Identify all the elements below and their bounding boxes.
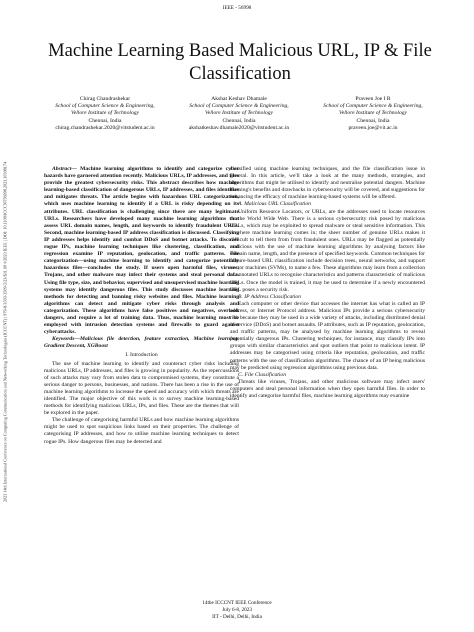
section-heading-introduction: I. Introduction — [125, 352, 158, 359]
author-dept: School of Computer Science & Engineering, — [323, 103, 423, 110]
subsection-heading-url: A. Malicious URL Classification — [238, 201, 311, 208]
right-column — [230, 166, 425, 400]
abstract-lead: Abstract— — [52, 166, 77, 172]
author-2 — [172, 96, 306, 132]
author-name: Chirag Chandrashekar — [79, 96, 131, 102]
abstract-text: Machine learning algorithms to identify and categorize cyber hazards have garnered attention recently. Malicious URLs, IP addresses, and files provide the greatest cybersecurity risks. This abstract describes how machine learning-based classification of dangerous URLs, IP addresses, and files identifies and mitigates threats. The article begins with hazardous URL categorization, which uses machine learning to identify if a URL is risky depending on its attributes. URL classification is challenging since there are many legitimate URLs. Researchers have developed many machine learning algorithms that assess URL domain names, length, and keywords to identify fraudulent URLs. Second, machine learning-based IP address classification is discussed. Classifying IP addresses helps identify and combat DDoS and botnet attacks. To discover rogue IPs, machine learning techniques like clustering, classification, and regression examine IP reputation, geolocation, and traffic patterns. File categorization—using machine learning to identify and categorize potentially hazardous files—concludes the study. If users open harmful files, viruses, Trojans, and other malware may infect their systems and steal personal data. Using file type, size, and behavior, supervised and unsupervised machine learning systems may identify dangerous files. This study discusses machine learning methods for detecting and banning risky websites and files. Machine learning algorithms can detect and mitigate cyber risks through analysis and categorization. These algorithms have false positives and negatives, overlook dangers, and require a lot of training data. Thus, machine learning must be employed with intrusion detection systems and firewalls to guard against cyberattacks. — [44, 166, 239, 336]
footer-conference: 14the ICCCNT IEEE Conference — [202, 600, 272, 606]
author-city: Chennai, India — [88, 117, 122, 124]
side-citation: 2023 14th International Conference on Computing Communication and Networking Technologies (ICCCNT) | 979-8-3503-3509-5/23/$31.00 ©2023 IEEE | DOI: 10.1109/ICCCNT56998.2023.10308174 — [2, 161, 8, 503]
conference-id: IEEE - 56998 — [222, 5, 252, 11]
left-column — [44, 166, 239, 446]
author-city: Chennai, India — [356, 117, 390, 124]
ip-paragraph: Each computer or other device that accesses the internet has what is called an IP address, or Internet Protocol address. Malicious IPs provide a serious cybersecurity risk because they may be used in a wide variety of attacks, including distributed denial of service (DDoS) and botnet assaults. IP attributes, such as IP reputation, geolocation, and traffic patterns, may be analysed by machine learning algorithms to reveal potentially dangerous IPs. Clustering techniques, for instance, may classify IPs into groups with similar characteristics and spot outliers that point to malicious intent. IP addresses may be categorised using criteria like reputation, geolocation, and traffic patterns with the use of classification algorithms. The chance of an IP being malicious may be predicted using regression algorithms using previous data. — [230, 300, 425, 371]
subsection-heading-file: C. File Classification — [238, 371, 287, 378]
footer-location: IIT - Delhi, Delhi, India — [212, 614, 262, 620]
subsection-heading-ip: B. IP Address Classification — [238, 293, 301, 300]
url-paragraph: Uniform Resource Locators, or URLs, are the addresses used to locate resources on the World Wide Web. There is a serious cybersecurity risk posed by malicious URLs, which may be exploited to spread malware or steal sensitive information. This is where machine learning comes in; the sheer number of genuine URLs makes it difficult to tell them from from fraudulent ones. URLs may be flagged as potentially malicious with the use of machine learning algorithms by analysing factors like domain name, length, and the presence of specified keywords. Common techniques for feature-based URL classification include decision trees, neural networks, and support vector machines (SVMs), to name a few. These algorithms may learn from a collection of annotated URLs to recognise characteristics and patterns characteristic of malicious URLs. Once the model is trained, it may be used to determine if a newly encountered URL poses a security risk. — [230, 208, 425, 293]
author-dept: School of Computer Science & Engineering, — [189, 103, 289, 110]
side-margin — [2, 40, 10, 625]
file-paragraph: Threats like viruses, Trojans, and other malicious software may infect users' computers and steal personal information when they open harmful files. In order to identify and categorise harmful files, machine learning algorithms may examine — [230, 378, 425, 399]
author-name: Praveen Joe I R — [355, 96, 391, 102]
author-org: Vellore Institute of Technology — [204, 110, 274, 117]
intro-paragraph-2: The challenge of categorising harmful URLs and how machine learning algorithms might be used to spot suspicious links based on their properties. The challenge of categorising IP addresses, and how to utilise machine learning techniques to detect rogue IPs. How dangerous files may be detected and — [44, 417, 239, 445]
author-org: Vellore Institute of Technology — [338, 110, 408, 117]
author-email: akshatkeshav.dhamale2020@vitstudent.ac.in — [188, 124, 290, 131]
author-org: Vellore Institute of Technology — [70, 110, 140, 117]
intro-paragraph-continued: classified using machine learning techniques, and the file classification issue in general. In this article, we'll take a look at the many methods, strategies, and algorithms that might be utilised to identify and neutralise potential dangers. Machine learning's benefits and drawbacks in cybersecurity will be covered, and suggestions for enhancing the efficacy of machine learning-based systems will be offered. — [230, 166, 425, 201]
author-name: Akshat Keshav Dhamale — [211, 96, 267, 102]
author-1 — [38, 96, 172, 132]
author-block — [38, 96, 440, 132]
keywords-text: Malicious file detection, feature extraction, Machine learning, Gradient Descent, XGBoost — [44, 336, 239, 350]
page-footer — [0, 600, 474, 621]
author-3 — [306, 96, 440, 132]
author-email: praveen.joe@vit.ac.in — [348, 124, 398, 131]
author-dept: School of Computer Science & Engineering, — [55, 103, 155, 110]
keywords — [44, 336, 239, 350]
abstract — [44, 166, 239, 336]
intro-paragraph-1: The use of machine learning to identify and counteract cyber risks including malicious URLs, IP addresses, and files is growing in popularity. As the repercussions of such attacks may vary from stolen data to compromised systems, they constitute a serious danger to persons, businesses, and nations. There has been a rise in the use of machine learning algorithms to increase the speed and accuracy with which threats are identified. The major objective of this work is to survey machine learning-based methods for identifying malicious URLs, IPs, and files. These are the themes that will be explored in the paper. — [44, 360, 239, 417]
footer-date: July 6-8, 2023 — [222, 607, 252, 613]
author-email: chirag.chandrashekar.2020@vitstudent.ac.in — [55, 124, 155, 131]
paper-title: Machine Learning Based Malicious URL, IP & File Classification — [48, 41, 432, 84]
keywords-lead: Keywords— — [52, 336, 80, 343]
author-city: Chennai, India — [222, 117, 256, 124]
